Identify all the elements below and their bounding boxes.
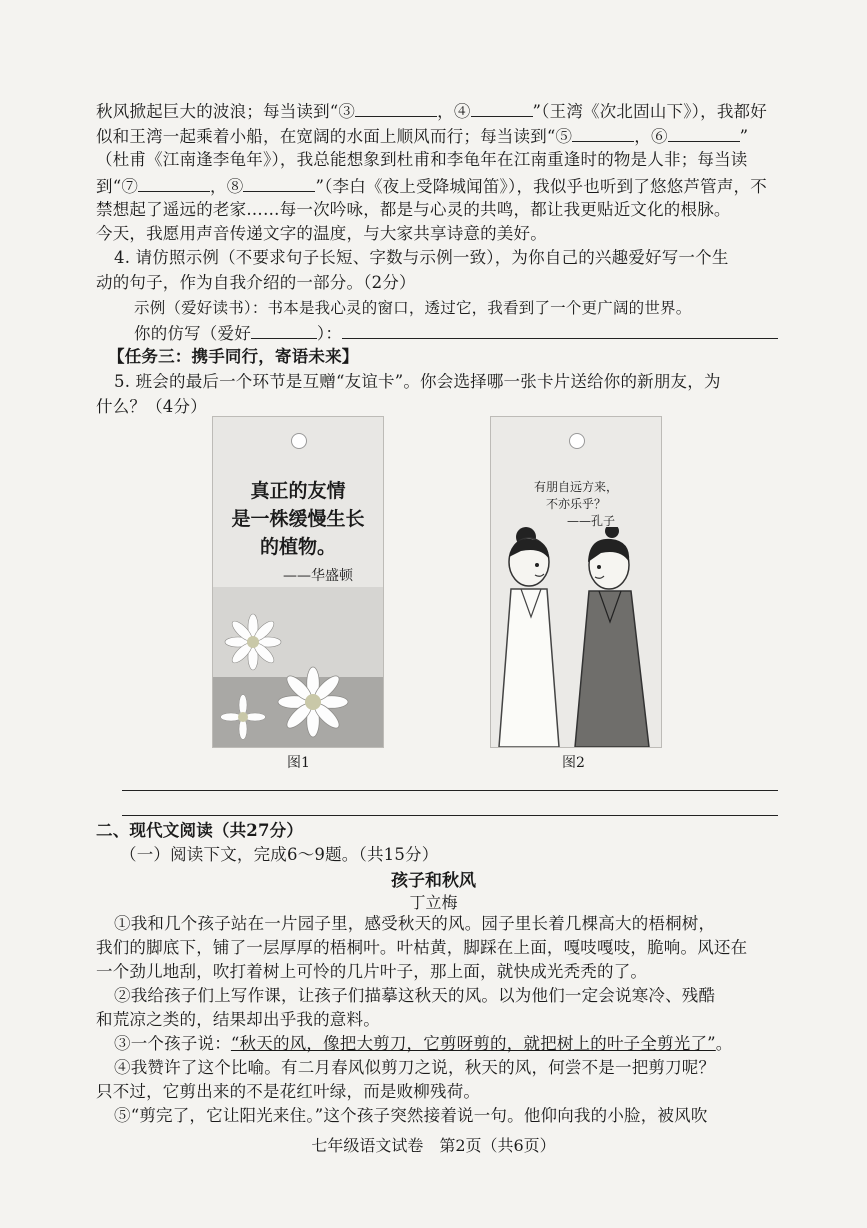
paragraph-1-line-2: 我们的脚底下，铺了一层厚厚的梧桐叶。叶枯黄，脚踩在上面，嘎吱嘎吱，脆响。风还在 — [96, 938, 748, 957]
card-2-author: ——孔子 — [566, 514, 615, 528]
question-4-line-1: 4. 请仿照示例（不要求句子长短、字数与示例一致），为你自己的兴趣爱好写一个生 — [114, 248, 729, 267]
card-2-quote-line-1: 有朋自远方来， — [533, 480, 618, 494]
your-imitation: 你的仿写（爱好 ）： — [134, 320, 824, 346]
answer-blank-6[interactable] — [668, 123, 740, 142]
page-footer: 七年级语文试卷 第2页（共6页） — [311, 1136, 556, 1155]
figure-1-caption: 图1 — [287, 755, 310, 771]
question-4-line-2: 动的句子，作为自我介绍的一部分。（2分） — [96, 273, 416, 292]
question-5-line-1: 5. 班会的最后一个环节是互赠“友谊卡”。你会选择哪一张卡片送给你的新朋友，为 — [114, 372, 721, 391]
two-friends-illustration — [491, 527, 661, 747]
card-1-quote-line-1: 真正的友情 — [250, 480, 346, 502]
paragraph-4-line-2: 只不过，它剪出来的不是花红叶绿，而是败柳残荷。 — [96, 1082, 481, 1101]
card-1-quote-line-3: 的植物。 — [259, 536, 336, 558]
friendship-card-2[interactable] — [490, 416, 662, 748]
hobby-blank[interactable] — [251, 320, 317, 339]
figure-2-caption: 图2 — [562, 755, 585, 771]
underlined-sentence: “秋天的风，像把大剪刀，它剪呀剪的，就把树上的叶子全剪光了” — [230, 1034, 716, 1053]
answer-blank-4[interactable] — [471, 98, 533, 117]
answer-blank-3[interactable] — [355, 98, 437, 117]
poem-line-1: 秋风掀起巨大的波浪；每当读到“③ ，④ ”（王湾《次北固山下》），我都好 — [96, 98, 786, 124]
article-author: 丁立梅 — [409, 893, 458, 912]
poem-line-3: （杜甫《江南逢李龟年》），我总能想象到杜甫和李龟年在江南重逢时的物是人非；每当读 — [96, 150, 748, 169]
example-sentence: 示例（爱好读书）：书本是我心灵的窗口，透过它，我看到了一个更广阔的世界。 — [134, 299, 692, 317]
answer-blank-8[interactable] — [243, 173, 315, 192]
answer-blank-7[interactable] — [138, 173, 210, 192]
card-2-quote — [491, 479, 661, 530]
part-1-instruction: （一）阅读下文，完成6～9题。（共15分） — [120, 845, 439, 864]
imitation-answer-line[interactable] — [342, 320, 778, 339]
article-title: 孩子和秋风 — [391, 871, 476, 891]
card-hole — [569, 433, 585, 449]
answer-line-1[interactable] — [122, 790, 778, 791]
poem-line-6: 今天，我愿用声音传递文字的温度，与大家共享诗意的美好。 — [96, 224, 547, 243]
poem-line-5: 禁想起了遥远的老家……每一次吟咏，都是与心灵的共鸣，都让我更贴近文化的根脉。 — [96, 200, 731, 219]
poem-line-2: 似和王湾一起乘着小船，在宽阔的水面上顺风而行；每当读到“⑤ ，⑥ ” — [96, 123, 786, 149]
card-1-quote-line-2: 是一株缓慢生长 — [231, 508, 365, 530]
card-1-author: ——华盛顿 — [283, 568, 353, 584]
answer-line-2[interactable] — [122, 815, 778, 816]
paragraph-3: ③一个孩子说：“秋天的风，像把大剪刀，它剪呀剪的，就把树上的叶子全剪光了”。 — [114, 1034, 733, 1053]
paragraph-1-line-3: 一个劲儿地刮，吹打着树上可怜的几片叶子，那上面，就快成光秃秃的了。 — [96, 962, 648, 981]
answer-blank-5[interactable] — [572, 123, 634, 142]
card-hole — [291, 433, 307, 449]
paragraph-5-line-1: ⑤“剪完了，它让阳光来住。”这个孩子突然接着说一句。他仰向我的小脸，被风吹 — [114, 1106, 708, 1125]
poem-line-4: 到“⑦ ，⑧ ”（李白《夜上受降城闻笛》），我似乎也听到了悠悠芦管声，不 — [96, 173, 786, 199]
daisy-flowers-illustration — [213, 587, 383, 747]
paragraph-2-line-2: 和荒凉之类的，结果却出乎我的意料。 — [96, 1010, 380, 1029]
paragraph-1-line-1: ①我和几个孩子站在一片园子里，感受秋天的风。园子里长着几棵高大的梧桐树， — [114, 914, 716, 933]
paragraph-4-line-1: ④我赞许了这个比喻。有二月春风似剪刀之说，秋天的风，何尝不是一把剪刀呢？ — [114, 1058, 716, 1077]
card-2-quote-line-2: 不亦乐乎？ — [545, 497, 606, 511]
paragraph-2-line-1: ②我给孩子们上写作课，让孩子们描摹这秋天的风。以为他们一定会说寒冷、残酷 — [114, 986, 716, 1005]
card-1-quote — [213, 477, 383, 561]
task-3-heading: 【任务三：携手同行，寄语未来】 — [108, 347, 359, 366]
friendship-card-1[interactable] — [212, 416, 384, 748]
question-5-line-2: 什么？（4分） — [96, 397, 207, 416]
section-2-heading: 二、现代文阅读（共27分） — [96, 821, 304, 840]
